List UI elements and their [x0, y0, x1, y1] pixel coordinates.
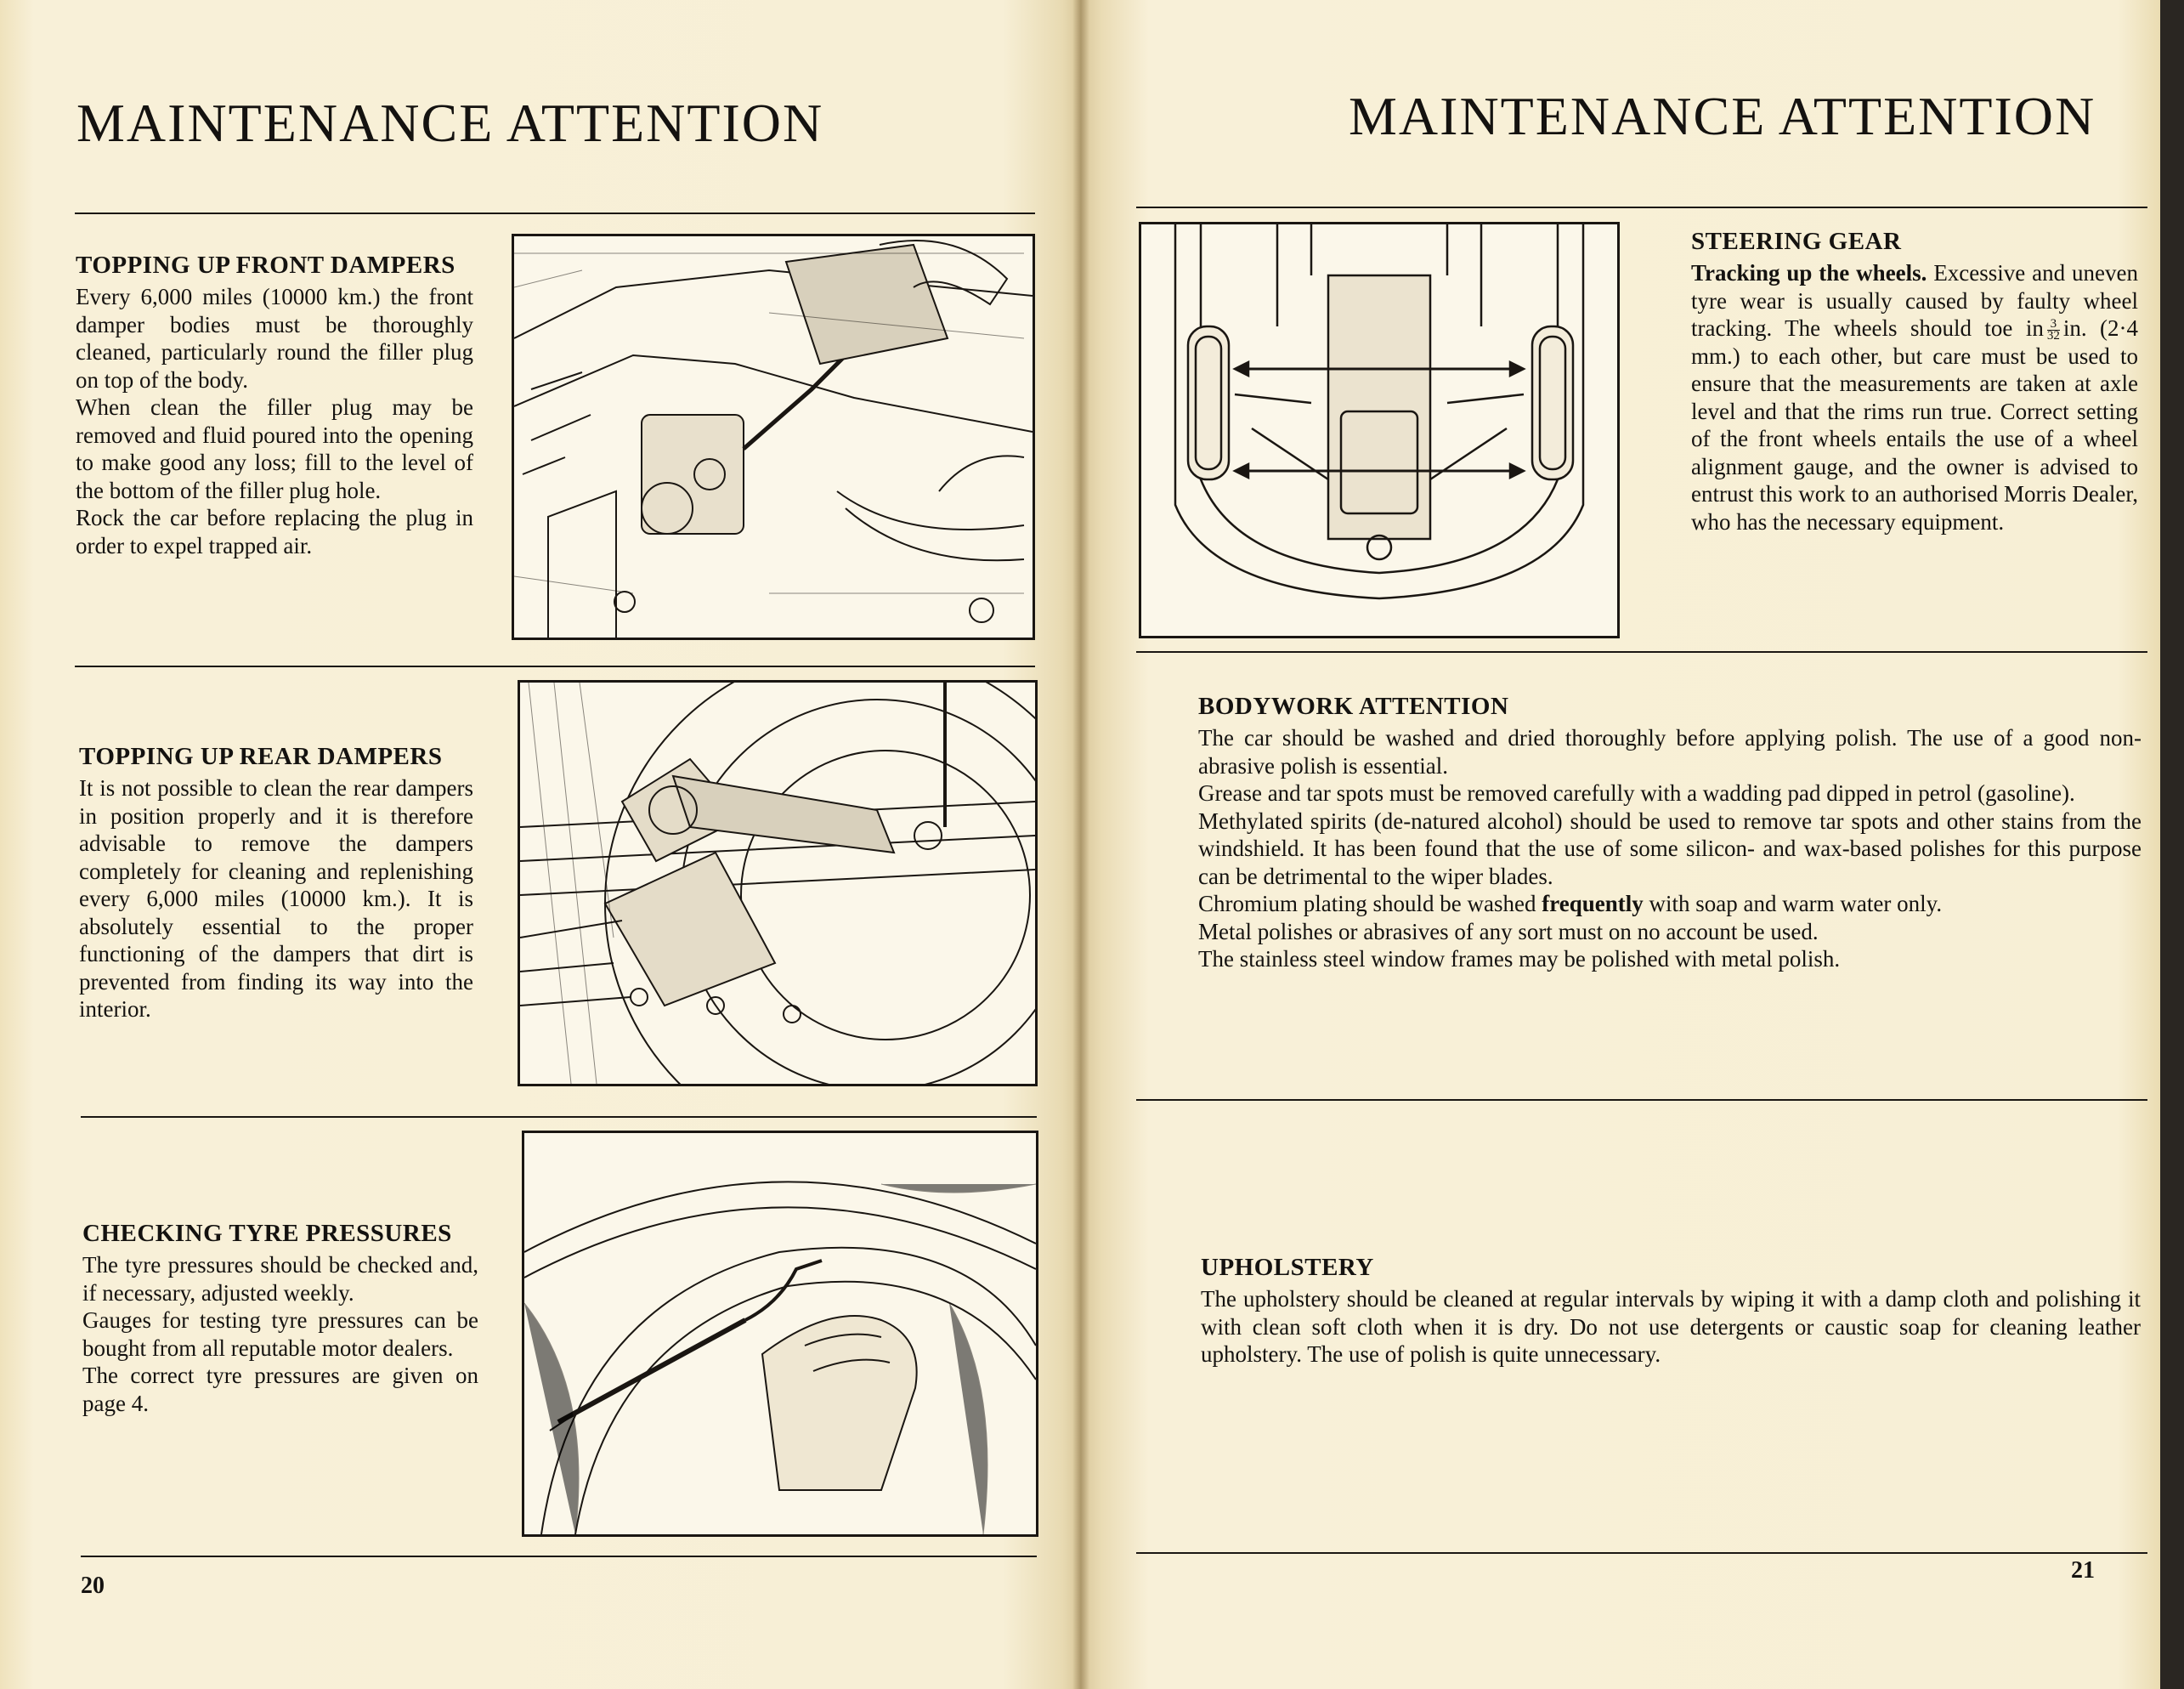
- tyre-pressures-heading: CHECKING TYRE PRESSURES: [82, 1220, 452, 1247]
- right-page: [1081, 0, 2160, 1689]
- tyre-pressures-para-1: The tyre pressures should be checked and, if necessary, adjusted weekly.: [82, 1252, 478, 1306]
- steering-lead: Tracking up the wheels.: [1691, 260, 1927, 286]
- bodywork-para-5: Metal polishes or abrasives of any sort must on no account be used.: [1198, 918, 1819, 944]
- steering-tracking-diagram: [1139, 222, 1620, 638]
- divider: [1136, 207, 2147, 208]
- steering-text-b: in. (2·4 mm.) to each other, but care must be used to ensure that the measurements are taken at axle level and that the rims run true. Correct setting of the front wheels entails the use of a wheel alignment gauge, and the owner is advised to entrust this work to an authorised Morris Dealer, who has the necessary equipment.: [1691, 315, 2139, 535]
- tyre-pressures-para-3: The correct tyre pressures are given on page 4.: [82, 1363, 478, 1416]
- front-dampers-para-3: Rock the car before replacing the plug in order to expel trapped air.: [76, 505, 473, 558]
- steering-section: [1691, 228, 2138, 536]
- divider: [75, 213, 1035, 214]
- steering-paragraph: [1691, 259, 2138, 536]
- rear-dampers-para-1: It is not possible to clean the rear dampers in position properly and it is therefore advisable to remove the dampers completely for cleaning and replenishing every 6,000 miles (10000 km.). It is absolutely essential to the proper functioning of the dampers that dirt is prevented from finding its way into the interior.: [79, 775, 473, 1022]
- toe-in-fraction: [2047, 319, 2060, 342]
- chrome-text-a: Chromium plating should be washed: [1198, 891, 1536, 916]
- rear-dampers-heading: TOPPING UP REAR DAMPERS: [79, 743, 443, 770]
- page-number: 20: [81, 1573, 105, 1599]
- upholstery-section: [1201, 1254, 2141, 1369]
- bodywork-para-3: Methylated spirits (de-natured alcohol) should be used to remove tar spots and other stains from the windshield. It has been found that the use of some silicon- and wax-based polishes for this purpose can be detrimental to the wiper blades.: [1198, 808, 2142, 889]
- steering-text-a: Excessive and uneven tyre wear is usually caused by faulty wheel tracking. The wheels should toe in: [1691, 260, 2138, 341]
- rear-damper-illustration: [518, 680, 1038, 1086]
- bodywork-heading: BODYWORK ATTENTION: [1198, 693, 1509, 720]
- front-dampers-section: [76, 252, 473, 559]
- tyre-pressures-para-2: Gauges for testing tyre pressures can be bought from all reputable motor dealers.: [82, 1307, 478, 1361]
- front-dampers-heading: TOPPING UP FRONT DAMPERS: [76, 252, 455, 279]
- divider: [1136, 1099, 2147, 1101]
- tyre-pressures-section: [82, 1220, 478, 1417]
- divider: [1136, 1552, 2147, 1554]
- rear-dampers-section: [79, 743, 473, 1023]
- book-spine: [1072, 0, 1089, 1689]
- chrome-text-b: with soap and warm water only.: [1649, 891, 1943, 916]
- divider: [75, 666, 1035, 667]
- front-dampers-para-1: Every 6,000 miles (10000 km.) the front damper bodies must be thoroughly cleaned, particularly round the filler plug on top of the body.: [76, 284, 473, 393]
- divider: [81, 1556, 1037, 1557]
- bodywork-para-2: Grease and tar spots must be removed carefully with a wadding pad dipped in petrol (gasoline).: [1198, 780, 2075, 806]
- fraction-denominator: 32: [2046, 329, 2060, 343]
- bodywork-para-1: The car should be washed and dried thoroughly before applying polish. The use of a good non-abrasive polish is essential.: [1198, 725, 2142, 779]
- chrome-bold: frequently: [1542, 891, 1644, 916]
- left-page-title: MAINTENANCE ATTENTION: [76, 93, 824, 153]
- front-dampers-para-2: When clean the filler plug may be removed and fluid poured into the opening to make good any loss; fill to the level of the bottom of the filler plug hole.: [76, 394, 473, 503]
- bodywork-para-4: [1198, 890, 2142, 918]
- left-page: [0, 0, 1081, 1689]
- steering-heading: STEERING GEAR: [1691, 228, 1902, 255]
- bodywork-section: [1198, 693, 2142, 973]
- divider: [1136, 651, 2147, 653]
- fraction-numerator: 3: [2047, 319, 2060, 331]
- divider: [81, 1116, 1037, 1118]
- tyre-gauge-illustration: [522, 1131, 1038, 1537]
- bodywork-para-6: The stainless steel window frames may be polished with metal polish.: [1198, 946, 1841, 972]
- upholstery-heading: UPHOLSTERY: [1201, 1254, 1374, 1281]
- upholstery-paragraph: The upholstery should be cleaned at regular intervals by wiping it with a damp cloth and polishing it with clean soft cloth when it is dry. Do not use detergents or caustic soap for cleaning leather upholstery. The use of polish is quite unnecessary.: [1201, 1286, 2141, 1367]
- page-number: 21: [2071, 1557, 2095, 1584]
- front-damper-illustration: [512, 234, 1035, 640]
- right-page-title: MAINTENANCE ATTENTION: [1349, 86, 2096, 146]
